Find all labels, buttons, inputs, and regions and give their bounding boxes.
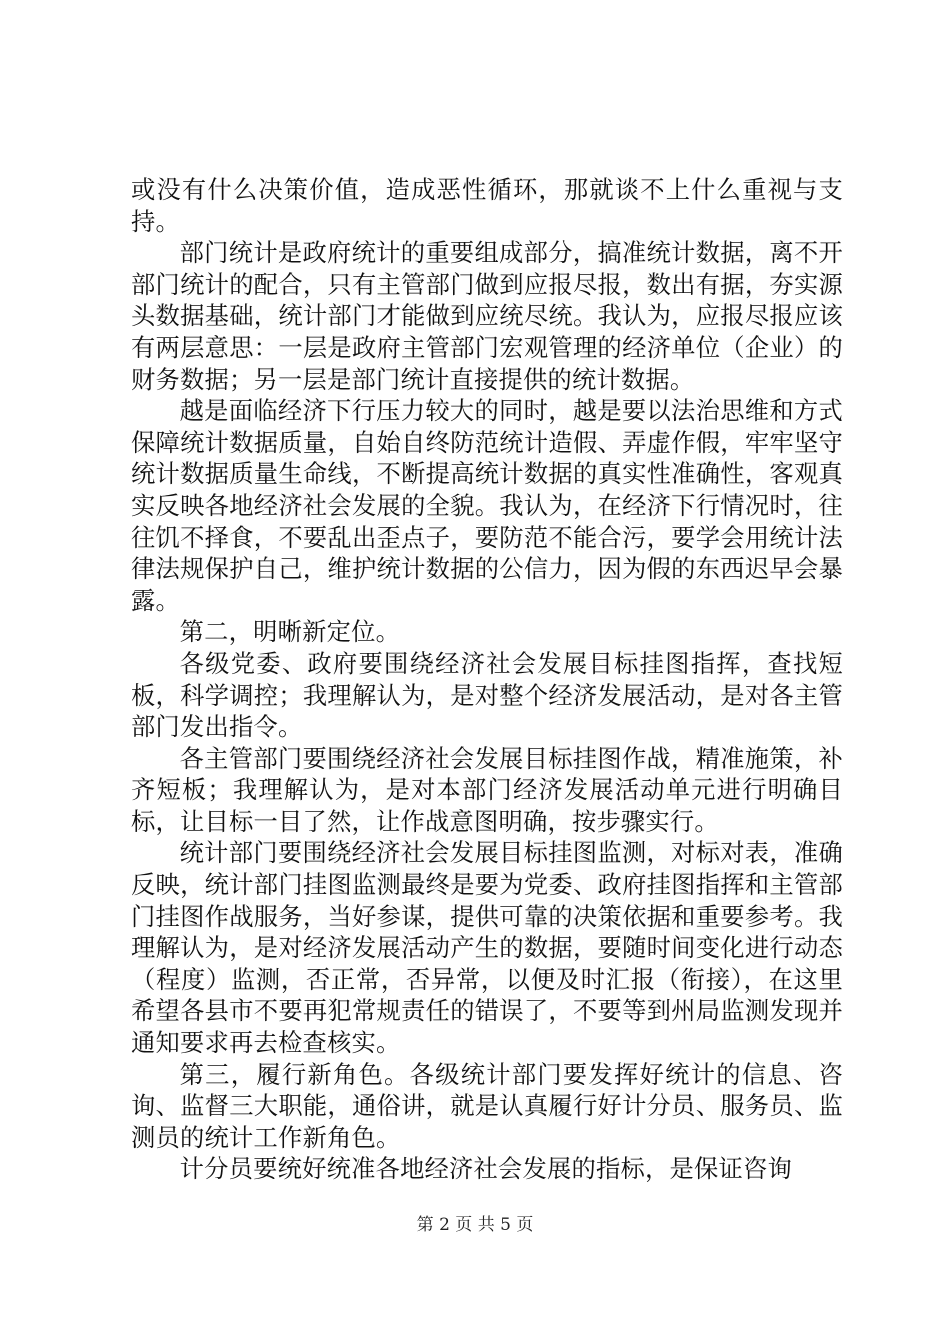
paragraph: 第三，履行新角色。各级统计部门要发挥好统计的信息、咨询、监督三大职能，通俗讲，就是认真履行好计分员、服务员、监测员的统计工作新角色。 xyxy=(131,1059,843,1152)
paragraph: 各主管部门要围绕经济社会发展目标挂图作战，精准施策，补齐短板；我理解认为，是对本部门经济发展活动单元进行明确目标，让目标一目了然，让作战意图明确，按步骤实行。 xyxy=(131,743,843,836)
paragraph: 越是面临经济下行压力较大的同时，越是要以法治思维和方式保障统计数据质量，自始自终防范统计造假、弄虚作假，牢牢坚守统计数据质量生命线，不断提高统计数据的真实性准确性，客观真实反映各地经济社会发展的全貌。我认为，在经济下行情况时，往往饥不择食，不要乱出歪点子，要防范不能合污，要学会用统计法律法规保护自己，维护统计数据的公信力，因为假的东西迟早会暴露。 xyxy=(131,396,843,615)
document-body xyxy=(131,174,843,1185)
section-heading: 第二，明晰新定位。 xyxy=(179,617,401,647)
paragraph: 部门统计是政府统计的重要组成部分，搞准统计数据，离不开部门统计的配合，只有主管部门做到应报尽报，数出有据，夯实源头数据基础，统计部门才能做到应统尽统。我认为，应报尽报应该有两层意思：一层是政府主管部门宏观管理的经济单位（企业）的财务数据；另一层是部门统计直接提供的统计数据。 xyxy=(131,238,843,394)
paragraph: 各级党委、政府要围绕经济社会发展目标挂图指挥，查找短板，科学调控；我理解认为，是对整个经济发展活动，是对各主管部门发出指令。 xyxy=(131,648,843,742)
paragraph: 计分员要统好统准各地经济社会发展的指标，是保证咨询 xyxy=(179,1154,793,1184)
page-footer: 第 2 页 共 5 页 xyxy=(416,1215,534,1235)
paragraph: 或没有什么决策价值，造成恶性循环，那就谈不上什么重视与支持。 xyxy=(131,175,843,236)
paragraph: 统计部门要围绕经济社会发展目标挂图监测，对标对表，准确反映，统计部门挂图监测最终是要为党委、政府挂图指挥和主管部门挂图作战服务，当好参谋，提供可靠的决策依据和重要参考。我理解认为，是对经济发展活动产生的数据，要随时间变化进行动态（程度）监测，否正常，否异常，以便及时汇报（衔接），在这里希望各县市不要再犯常规责任的错误了，不要等到州局监测发现并通知要求再去检查核实。 xyxy=(131,838,843,1058)
